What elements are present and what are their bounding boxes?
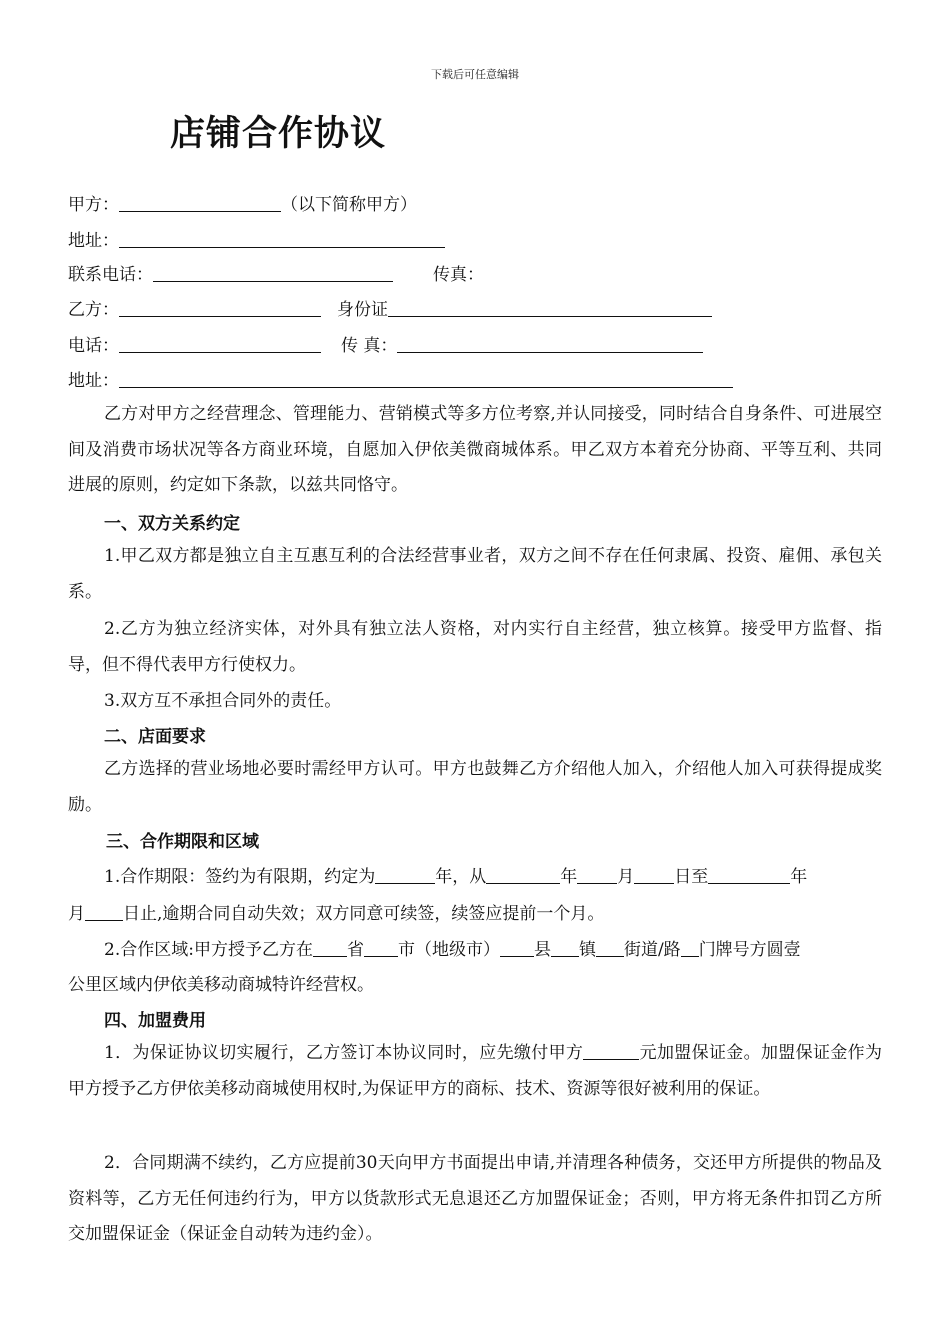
term-text-a: 1.合作期限：签约为有限期，约定为 (104, 867, 376, 887)
county-blank[interactable] (500, 939, 534, 957)
address2-label: 地址： (68, 371, 119, 391)
section-3-area-line-1 (104, 939, 801, 960)
street-blank[interactable] (596, 939, 624, 957)
fax2-label: 传 真： (341, 336, 398, 356)
phone-blank[interactable] (153, 264, 393, 282)
tel-line (68, 335, 703, 356)
number-blank[interactable] (681, 939, 699, 957)
end-year-blank[interactable] (708, 866, 790, 884)
term-text-d: 月 (617, 867, 635, 887)
term-text-c: 年 (560, 867, 578, 887)
start-month-blank[interactable] (577, 866, 617, 884)
party-b-blank[interactable] (119, 299, 321, 317)
deposit-amount-blank[interactable] (583, 1042, 639, 1060)
address2-blank[interactable] (119, 370, 733, 388)
section-1-item-3: 3.双方互不承担合同外的责任。 (104, 691, 342, 711)
city-blank[interactable] (364, 939, 398, 957)
party-a-line (68, 194, 417, 215)
phone-line (68, 264, 484, 285)
term-text-h: 日止,逾期合同自动失效；双方同意可续签，续签应提前一个月。 (123, 904, 605, 924)
town-blank[interactable] (551, 939, 579, 957)
deposit-text-a: 1．为保证协议切实履行，乙方签订本协议同时，应先缴付甲方 (104, 1043, 584, 1063)
section-3-area-line-2: 公里区域内伊依美移动商城特许经营权。 (68, 975, 374, 995)
section-4-heading: 四、加盟费用 (104, 1011, 206, 1031)
phone-label: 联系电话： (68, 265, 153, 285)
id-blank[interactable] (388, 299, 712, 317)
start-day-blank[interactable] (634, 866, 674, 884)
party-a-blank[interactable] (119, 194, 281, 212)
party-b-label: 乙方： (68, 300, 119, 320)
header-note: 下载后可任意编辑 (431, 68, 519, 81)
province-blank[interactable] (313, 939, 347, 957)
party-a-label: 甲方： (68, 195, 119, 215)
section-1-item-2: 2.乙方为独立经济实体，对外具有独立法人资格，对内实行自主经营，独立核算。接受甲方监督、指导，但不得代表甲方行使权力。 (68, 619, 882, 675)
address-label: 地址： (68, 231, 119, 251)
term-years-blank[interactable] (375, 866, 435, 884)
section-4-item-2: 2．合同期满不续约，乙方应提前30天向甲方书面提出申请,并清理各种债务，交还甲方所提供的物品及资料等，乙方无任何违约行为，甲方以货款形式无息退还乙方加盟保证金；否则，甲方将无条件扣罚乙方所交加盟保证金（保证金自动转为违约金）。 (68, 1153, 882, 1244)
address-blank[interactable] (119, 230, 445, 248)
term-text-f: 年 (790, 867, 808, 887)
fax-label: 传真： (433, 265, 484, 285)
section-3-term-line-1 (104, 866, 807, 887)
end-month-blank[interactable] (85, 903, 123, 921)
term-text-e: 日至 (674, 867, 709, 887)
section-3-heading: 三、合作期限和区域 (106, 832, 259, 852)
address2-line (68, 370, 733, 391)
tel-blank[interactable] (119, 335, 321, 353)
section-4-item-1 (68, 1036, 882, 1107)
start-year-blank[interactable] (486, 866, 560, 884)
area-text-e: 镇 (578, 940, 596, 960)
deposit-text-b: 元加盟保证金。加盟保证金作为甲方授予乙方伊依美移动商城使用权时,为保证甲方的商标、技术、资源等很好被利用的保证。 (68, 1043, 882, 1099)
section-1-item-1: 1.甲乙双方都是独立自主互惠互利的合法经营事业者，双方之间不存在任何隶属、投资、雇佣、承包关系。 (68, 546, 882, 602)
document-title: 店铺合作协议 (170, 114, 387, 154)
area-text-c: 市（地级市） (397, 940, 500, 960)
term-text-g: 月 (68, 904, 85, 924)
area-text-b: 省 (346, 940, 364, 960)
party-a-suffix: （以下简称甲方） (281, 195, 417, 215)
tel-label: 电话： (68, 336, 119, 356)
section-2-paragraph: 乙方选择的营业场地必要时需经甲方认可。甲方也鼓舞乙方介绍他人加入，介绍他人加入可获得提成奖励。 (68, 759, 882, 815)
id-label: 身份证 (337, 300, 388, 320)
address-line (68, 230, 445, 251)
fax2-blank[interactable] (397, 335, 703, 353)
section-3-term-line-2 (68, 903, 604, 924)
area-text-f: 街道/路 (623, 940, 681, 960)
intro-paragraph: 乙方对甲方之经营理念、管理能力、营销模式等多方位考察,并认同接受，同时结合自身条件、可进展空间及消费市场状况等各方商业环境，自愿加入伊依美微商城体系。甲乙双方本着充分协商、平等互利、共同进展的原则，约定如下条款，以兹共同恪守。 (68, 404, 882, 495)
section-1-heading: 一、双方关系约定 (104, 514, 240, 534)
area-text-d: 县 (533, 940, 551, 960)
area-text-a: 2.合作区域:甲方授予乙方在 (104, 940, 313, 960)
party-b-line (68, 299, 712, 320)
term-text-b: 年，从 (435, 867, 487, 887)
section-2-heading: 二、店面要求 (104, 727, 206, 747)
area-text-g: 门牌号方圆壹 (698, 940, 801, 960)
